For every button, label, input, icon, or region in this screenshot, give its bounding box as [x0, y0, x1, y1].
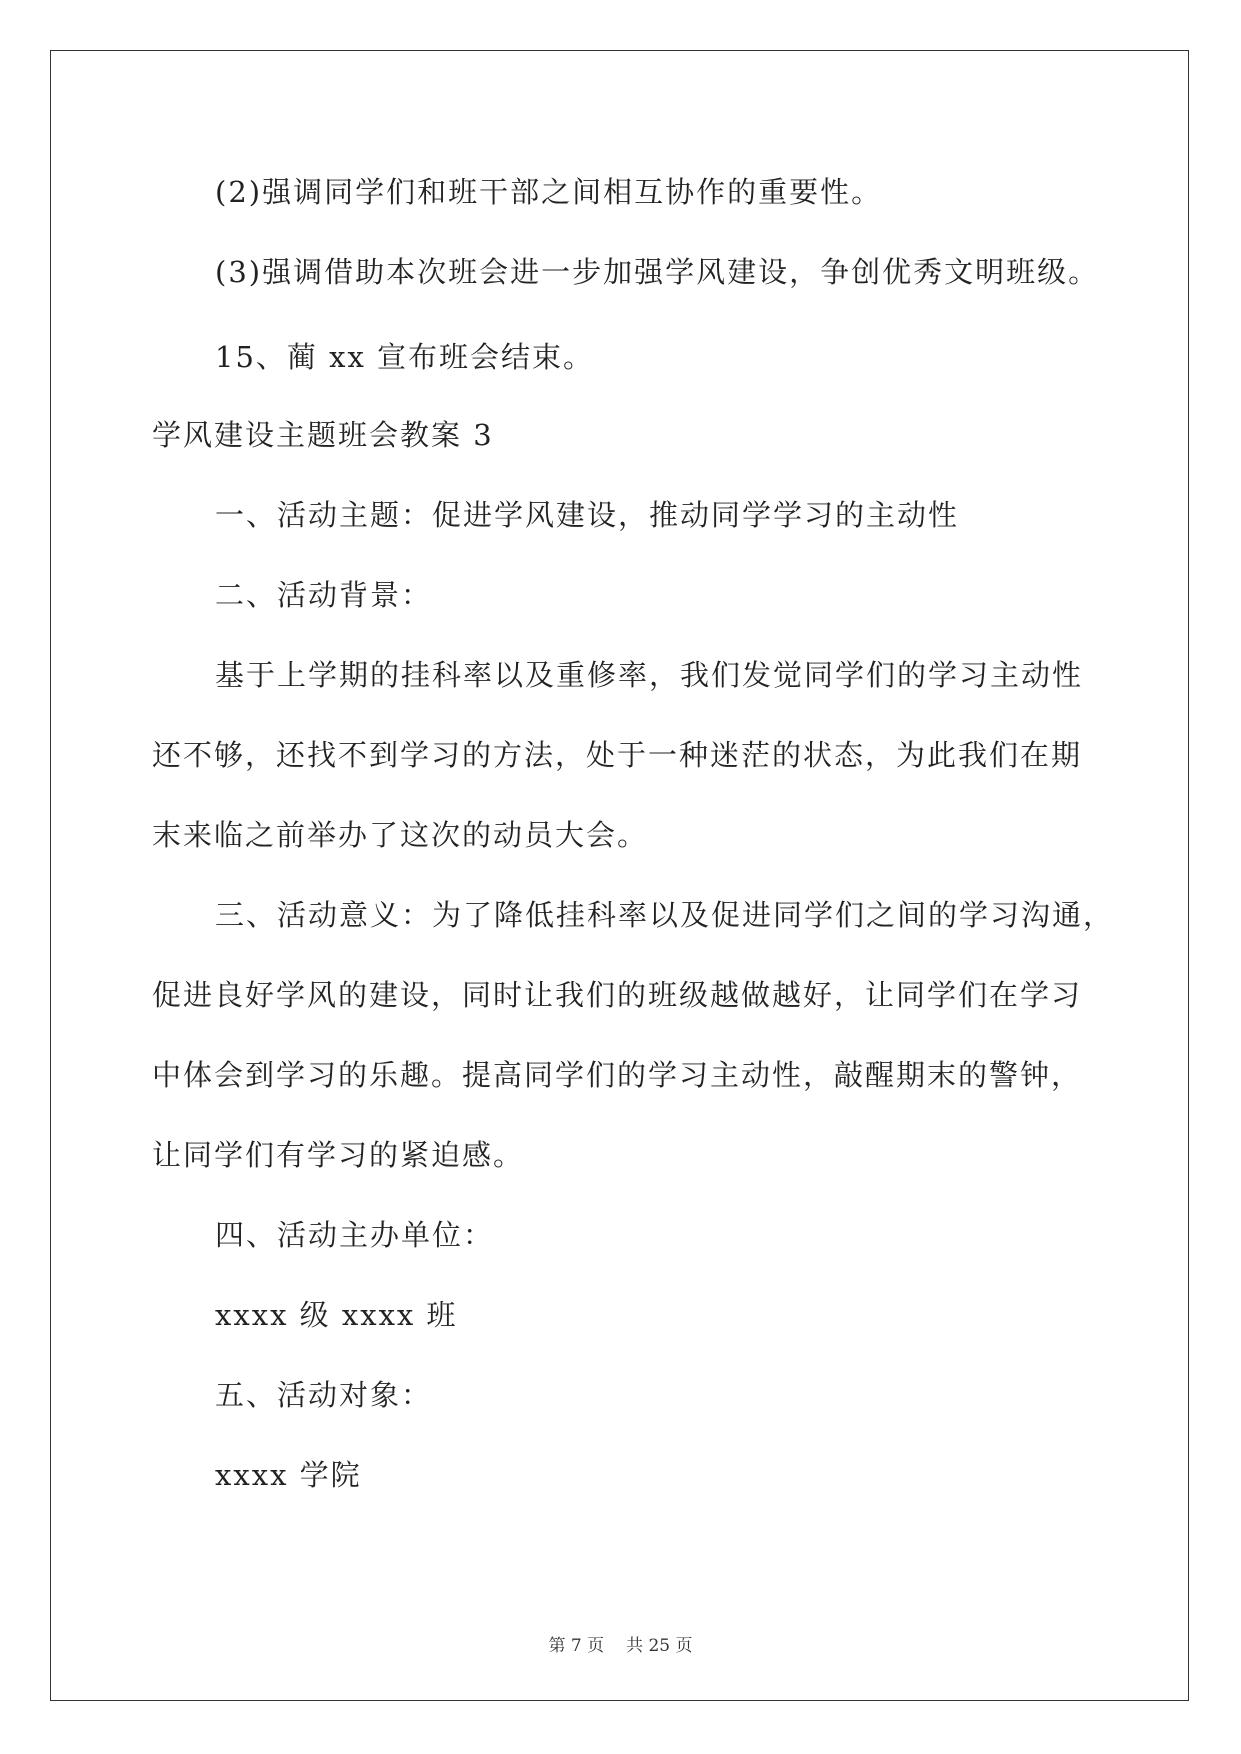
- text-line: 一、活动主题：促进学风建设，推动同学学习的主动性: [215, 498, 960, 532]
- text-line: 15、蔺 xx 宣布班会结束。: [215, 340, 595, 374]
- page-footer: [0, 1634, 1241, 1658]
- text-line: 五、活动对象：: [215, 1378, 433, 1412]
- text-line: 让同学们有学习的紧迫感。: [152, 1138, 525, 1172]
- text-line: (3)强调借助本次班会进一步加强学风建设，争创优秀文明班级。: [215, 255, 1100, 289]
- text-line: 二、活动背景：: [215, 578, 433, 612]
- text-line: (2)强调同学们和班干部之间相互协作的重要性。: [215, 175, 883, 209]
- page-number: 第 7 页: [548, 1636, 605, 1656]
- text-line: xxxx 学院: [215, 1458, 362, 1492]
- text-line: 三、活动意义：为了降低挂科率以及促进同学们之间的学习沟通，: [215, 898, 1115, 932]
- text-line: 还不够，还找不到学习的方法，处于一种迷茫的状态，为此我们在期: [152, 738, 1083, 772]
- text-line: 四、活动主办单位：: [215, 1218, 495, 1252]
- text-line: xxxx 级 xxxx 班: [215, 1298, 458, 1332]
- page-border: [50, 50, 1189, 1701]
- text-line: 基于上学期的挂科率以及重修率，我们发觉同学们的学习主动性: [215, 658, 1084, 692]
- section-heading: 学风建设主题班会教案 3: [152, 418, 494, 452]
- text-line: 末来临之前举办了这次的动员大会。: [152, 818, 649, 852]
- text-line: 中体会到学习的乐趣。提高同学们的学习主动性，敲醒期末的警钟，: [152, 1058, 1083, 1092]
- text-line: 促进良好学风的建设，同时让我们的班级越做越好，让同学们在学习: [152, 978, 1083, 1012]
- page-total: 共 25 页: [626, 1636, 693, 1656]
